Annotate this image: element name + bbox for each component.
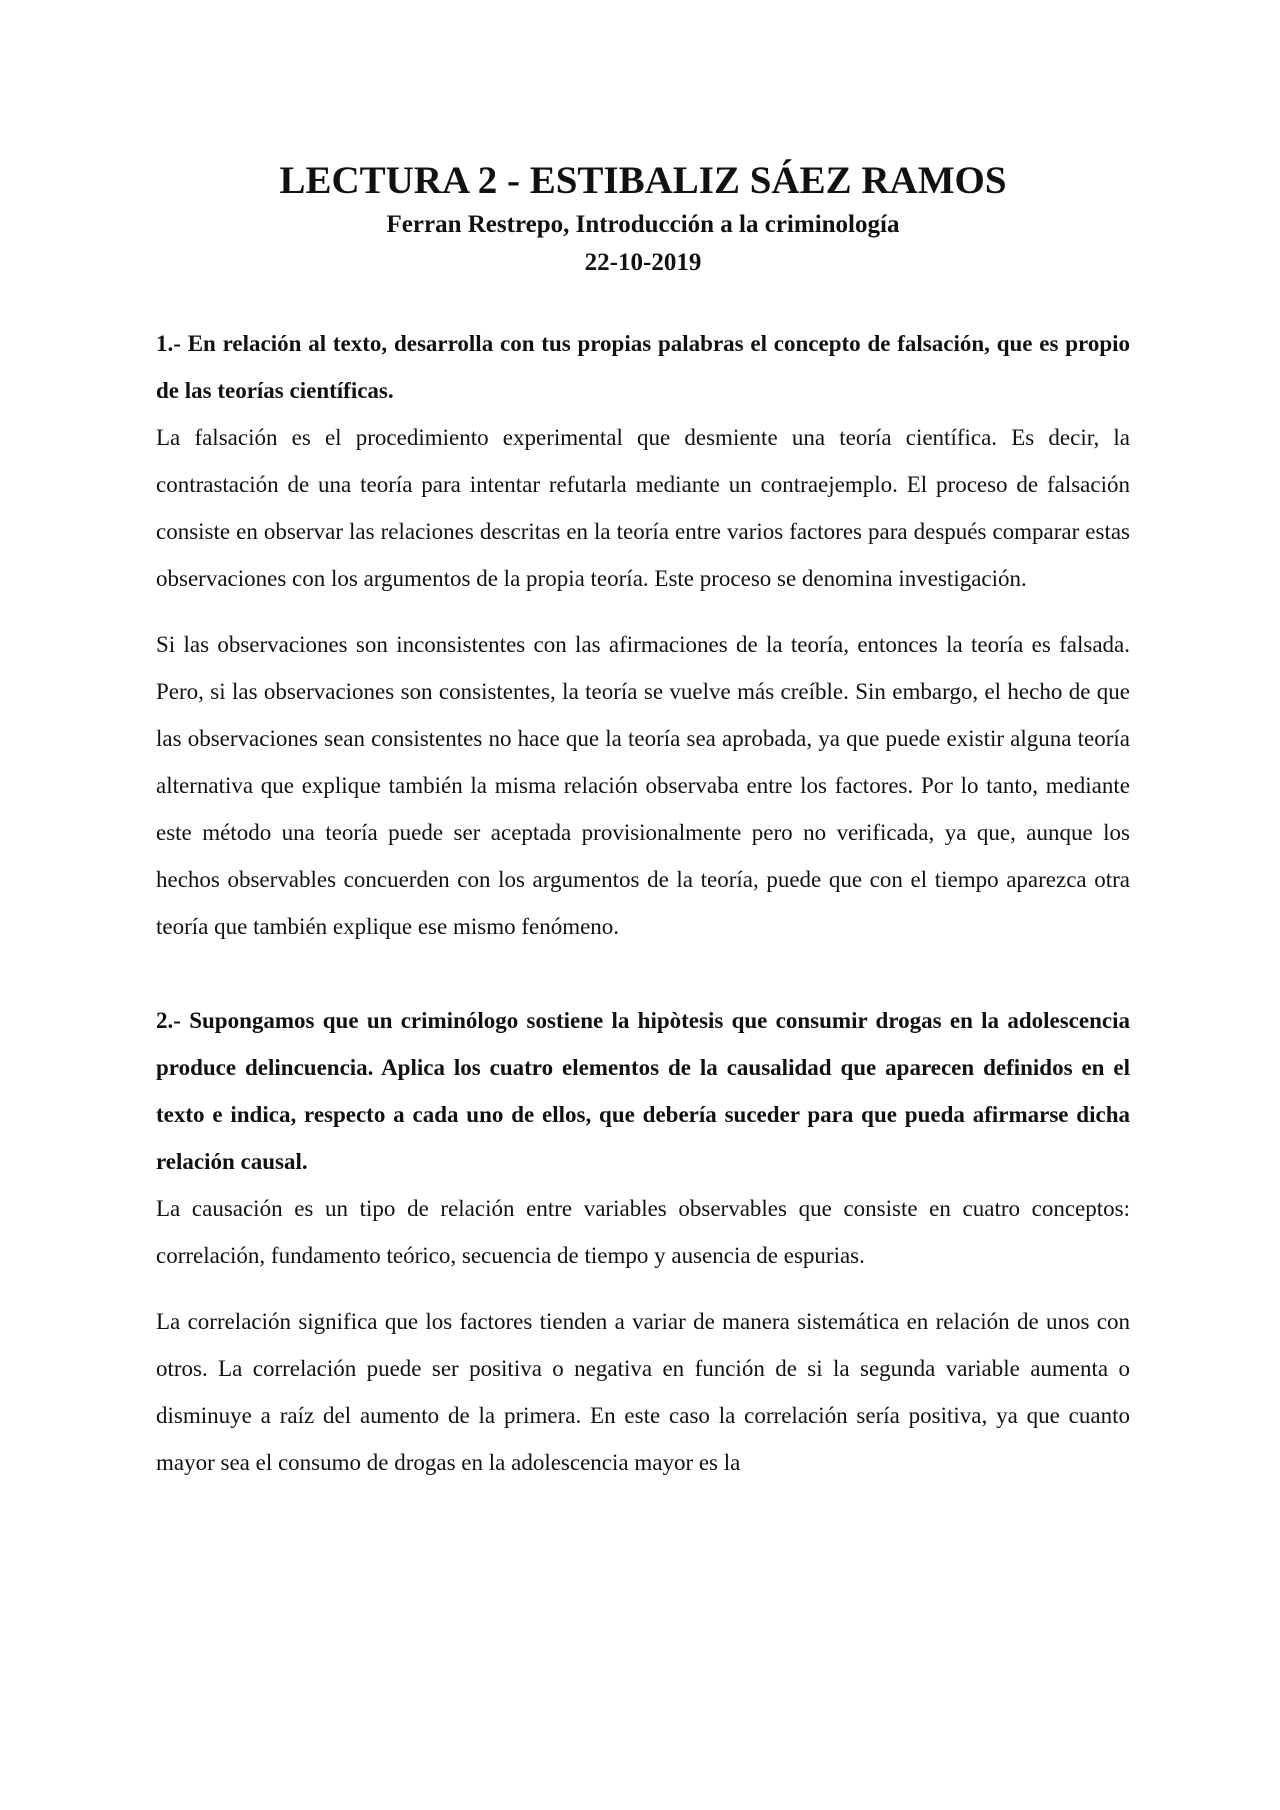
answer-1-paragraph-1: La falsación es el procedimiento experimental que desmiente una teoría científica. Es decir, la contrastación de una teoría para intentar refutarla mediante un contraejemplo. El proceso de falsación consiste en observar las relaciones descritas en la teoría entre varios factores para después comparar estas observaciones con los argumentos de la propia teoría. Este proceso se denomina investigación. [156,425,1130,591]
answer-2-paragraph-2: La correlación significa que los factores tienden a variar de manera sistemática en relación de unos con otros. La correlación puede ser positiva o negativa en función de si la segunda variable aumenta o disminuye a raíz del aumento de la primera. En este caso la correlación sería positiva, ya que cuanto mayor sea el consumo de drogas en la adolescencia mayor es la [156,1309,1130,1475]
question-2: 2.- Supongamos que un criminólogo sostiene la hipòtesis que consumir drogas en la adolescencia produce delincuencia. Aplica los cuatro elementos de la causalidad que aparecen definidos en el texto e indica, respecto a cada uno de ellos, que debería suceder para que pueda afirmarse dicha relación causal. [156,1008,1130,1174]
spacer [156,602,1130,621]
document-subtitle: Ferran Restrepo, Introducción a la criminología [386,211,900,238]
section-2 [156,997,1130,1486]
answer-1-paragraph-2: Si las observaciones son inconsistentes con las afirmaciones de la teoría, entonces la teoría es falsada. Pero, si las observaciones son consistentes, la teoría se vuelve más creíble. Sin embargo, el hecho de que las observaciones sean consistentes no hace que la teoría sea aprobada, ya que puede existir alguna teoría alternativa que explique también la misma relación observaba entre los factores. Por lo tanto, mediante este método una teoría puede ser aceptada provisionalmente pero no verificada, ya que, aunque los hechos observables concuerden con los argumentos de la teoría, puede que con el tiempo aparezca otra teoría que también explique ese mismo fenómeno. [156,632,1130,939]
document-title: LECTURA 2 - ESTIBALIZ SÁEZ RAMOS [279,159,1007,202]
spacer [156,1279,1130,1298]
document-date: 22-10-2019 [584,249,702,276]
document-content [156,156,1130,1486]
section-1 [156,320,1130,950]
question-1: 1.- En relación al texto, desarrolla con tus propias palabras el concepto de falsación, que es propio de las teorías científicas. [156,331,1130,403]
spacer [156,282,1130,320]
answer-2-paragraph-1: La causación es un tipo de relación entre variables observables que consiste en cuatro conceptos: correlación, fundamento teórico, secuencia de tiempo y ausencia de espurias. [156,1196,1130,1268]
spacer [156,950,1130,997]
